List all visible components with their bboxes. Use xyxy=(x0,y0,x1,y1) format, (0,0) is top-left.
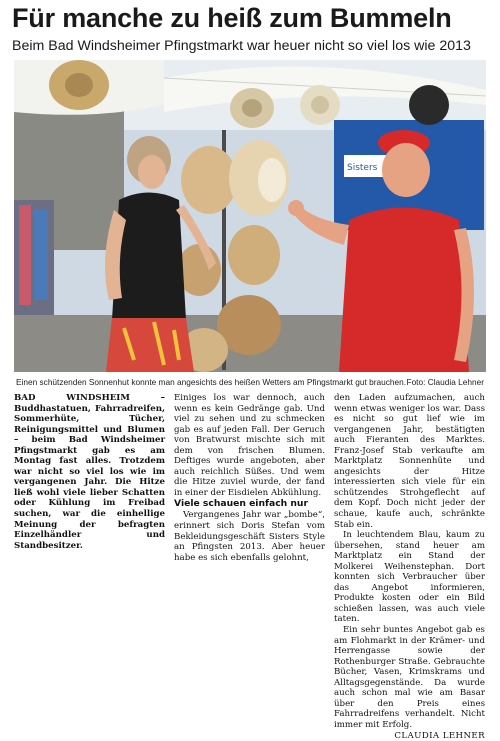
photo-credit: Foto: Claudia Lehner xyxy=(407,375,485,389)
market-photo xyxy=(14,60,486,372)
article-column-1 xyxy=(14,393,165,565)
market-photo-illustration xyxy=(14,60,486,372)
photo-caption xyxy=(14,375,486,389)
article-subheadline: Beim Bad Windsheimer Pfingstmarkt war heuer nicht so viel los wie 2013 xyxy=(12,37,492,55)
photo-caption-text: Einen schützenden Sonnenhut konnte man angesichts des heißen Wetters am Pfingstmarkt gut brauchen. xyxy=(16,375,406,389)
article-column-2 xyxy=(174,393,325,565)
article-column-3 xyxy=(334,393,485,565)
article-lead: BAD WINDSHEIM – Buddhastatuen, Fahrradreifen, Sommerhüte, Tücher, Reinigungsmittel und Blumen – beim Bad Windsheimer Pfingstmarkt gab es am Montag fast alles. Trotzdem war nicht so viel los wie im vergangenen Jahr. Die Hitze ließ wohl viele lieber Schatten oder Kühlung im Freibad suchen, war die einhellige Meinung der befragten Einzelhändler und Standbesitzer. xyxy=(14,393,165,551)
shop-sign-text: Sisters xyxy=(347,163,378,173)
article-subheading: Viele schauen einfach nur xyxy=(174,498,325,510)
article-paragraph-continued: den Laden aufzumachen, auch wenn etwas weniger los war. Dass es nicht so gut lief wie im vergangenen Jahr, bestätigten auch Fieranten des Marktes. Franz-Josef Stab verkaufte am Marktplatz Sonnenhüte und angesichts der Hitze interessierten sich viele für ein schützendes Strohgeflecht auf dem Kopf. Doch nicht jeder der schaue, kaufe auch, schränkte Stab ein. xyxy=(334,393,485,530)
article-paragraph: Ein sehr buntes Angebot gab es am Flohmarkt in der Krämer- und Herrengasse sowie der Rothenburger Straße. Gebrauchte Bücher, Vasen, Krimskrams und Alltagsgegenstände. Da wurde auch schon mal wie am Basar über den Preis eines Fahrradreifens verhandelt. Nicht immer mit Erfolg. xyxy=(334,625,485,730)
article-paragraph: In leuchtendem Blau, kaum zu übersehen, stand heuer am Marktplatz ein Stand der Molkerei Weihenstephan. Dort konnten sich Verbraucher über das Angebot informieren, Produkte kosten oder ein Bild schießen lassen, was auch viele taten. xyxy=(334,530,485,625)
article-paragraph: Vergangenes Jahr war „bombe“, erinnert sich Doris Stefan vom Bekleidungsgeschäft Sisters Style an Pfingsten 2013. Aber heuer habe es sich ebenfalls gelohnt, xyxy=(174,510,325,563)
article-body xyxy=(14,393,486,565)
article-author: CLAUDIA LEHNER xyxy=(334,731,485,741)
article-paragraph-continued: Einiges los war dennoch, auch wenn es kein Gedränge gab. Und viel zu sehen und zu schmecken gab es auf jeden Fall. Der Geruch von Bratwurst mischte sich mit dem von frischen Blumen. Deftiges wurde angeboten, aber auch reichlich Süßes. Und wem die Hitze zuviel wurde, der fand in einer der Eisdielen Abkühlung. xyxy=(174,393,325,498)
article-headline: Für manche zu heiß zum Bummeln xyxy=(12,2,492,34)
